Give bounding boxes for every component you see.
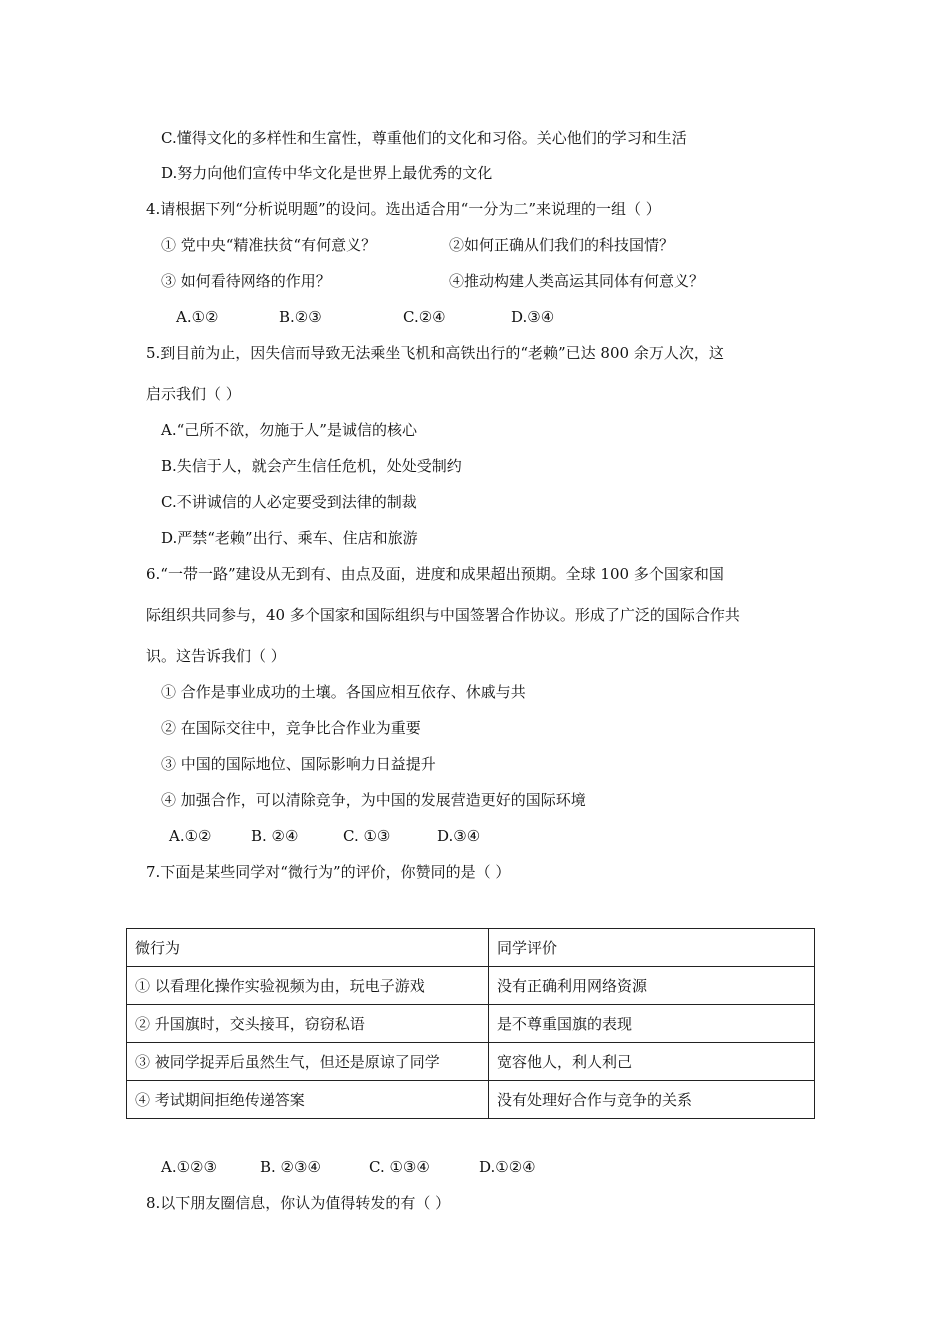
q6-option-b: B. ②④ [251,827,299,845]
q6-option-d: D.③④ [437,827,481,845]
q7-option-b: B. ②③④ [260,1158,321,1176]
q4-option-c: C.②④ [403,308,446,326]
table-cell: 是不尊重国旗的表现 [489,1005,815,1043]
table-row [127,1005,815,1043]
q5-option-a: A.“己所不欲，勿施于人”是诚信的核心 [161,421,417,439]
q6-stem-line1: 6.“一带一路”建设从无到有、由点及面，进度和成果超出预期。全球 100 多个国家和国 [146,565,724,583]
table-row [127,967,815,1005]
q7-stem: 7.下面是某些同学对“微行为”的评价，你赞同的是（ ） [146,863,511,881]
q5-option-d: D.严禁“老赖”出行、乘车、住店和旅游 [161,529,418,547]
q4-option-d: D.③④ [511,308,555,326]
q7-option-c: C. ①③④ [369,1158,430,1176]
q6-item-1: ① 合作是事业成功的土壤。各国应相互依存、休戚与共 [161,683,526,701]
q6-item-2: ② 在国际交往中，竞争比合作业为重要 [161,719,421,737]
q3-option-c: C.懂得文化的多样性和生富性，尊重他们的文化和习俗。关心他们的学习和生活 [161,129,687,147]
table-cell: ② 升国旗时，交头接耳，窃窃私语 [127,1005,489,1043]
table-cell: 宽容他人，利人利己 [489,1043,815,1081]
q7-option-a: A.①②③ [161,1158,217,1176]
q6-option-a: A.①② [169,827,212,845]
q4-option-a: A.①② [176,308,219,326]
q4-option-b: B.②③ [279,308,322,326]
q7-evaluation-table [126,928,815,1119]
q5-option-b: B.失信于人，就会产生信任危机，处处受制约 [161,457,462,475]
table-cell: ③ 被同学捉弄后虽然生气，但还是原谅了同学 [127,1043,489,1081]
q4-stem: 4.请根据下列“分析说明题”的设问。选出适合用“一分为二”来说理的一组（ ） [146,200,661,218]
table-header-cell: 微行为 [127,929,489,967]
q5-stem-line1: 5.到目前为止，因失信而导致无法乘坐飞机和高铁出行的“老赖”已达 800 余万人次，这 [146,344,724,362]
q7-option-d: D.①②④ [479,1158,536,1176]
table-cell: 没有处理好合作与竞争的关系 [489,1081,815,1119]
q6-item-4: ④ 加强合作，可以清除竞争，为中国的发展营造更好的国际环境 [161,791,586,809]
q3-option-d: D.努力向他们宣传中华文化是世界上最优秀的文化 [161,164,493,182]
table-row [127,1043,815,1081]
q6-stem-line3: 识。这告诉我们（ ） [146,647,286,665]
q5-option-c: C.不讲诚信的人必定要受到法律的制裁 [161,493,417,511]
table-header-row [127,929,815,967]
q5-stem-line2: 启示我们（ ） [146,385,241,403]
q6-item-3: ③ 中国的国际地位、国际影响力日益提升 [161,755,436,773]
q8-stem: 8.以下朋友圈信息，你认为值得转发的有（ ） [146,1194,451,1212]
table-cell: ① 以看理化操作实验视频为由，玩电子游戏 [127,967,489,1005]
q6-stem-line2: 际组织共同参与，40 多个国家和国际组织与中国签署合作协议。形成了广泛的国际合作共 [146,606,740,624]
q4-item-2: ②如何正确从们我们的科技国情？ [449,236,675,254]
table-header-cell: 同学评价 [489,929,815,967]
q4-item-3: ③ 如何看待网络的作用？ [161,272,331,290]
table-cell: ④ 考试期间拒绝传递答案 [127,1081,489,1119]
table-row [127,1081,815,1119]
table-cell: 没有正确利用网络资源 [489,967,815,1005]
q6-option-c: C. ①③ [343,827,391,845]
q4-item-1: ① 党中央“精准扶贫“有何意义？ [161,236,377,254]
q4-item-4: ④推动构建人类高运其同体有何意义？ [449,272,705,290]
